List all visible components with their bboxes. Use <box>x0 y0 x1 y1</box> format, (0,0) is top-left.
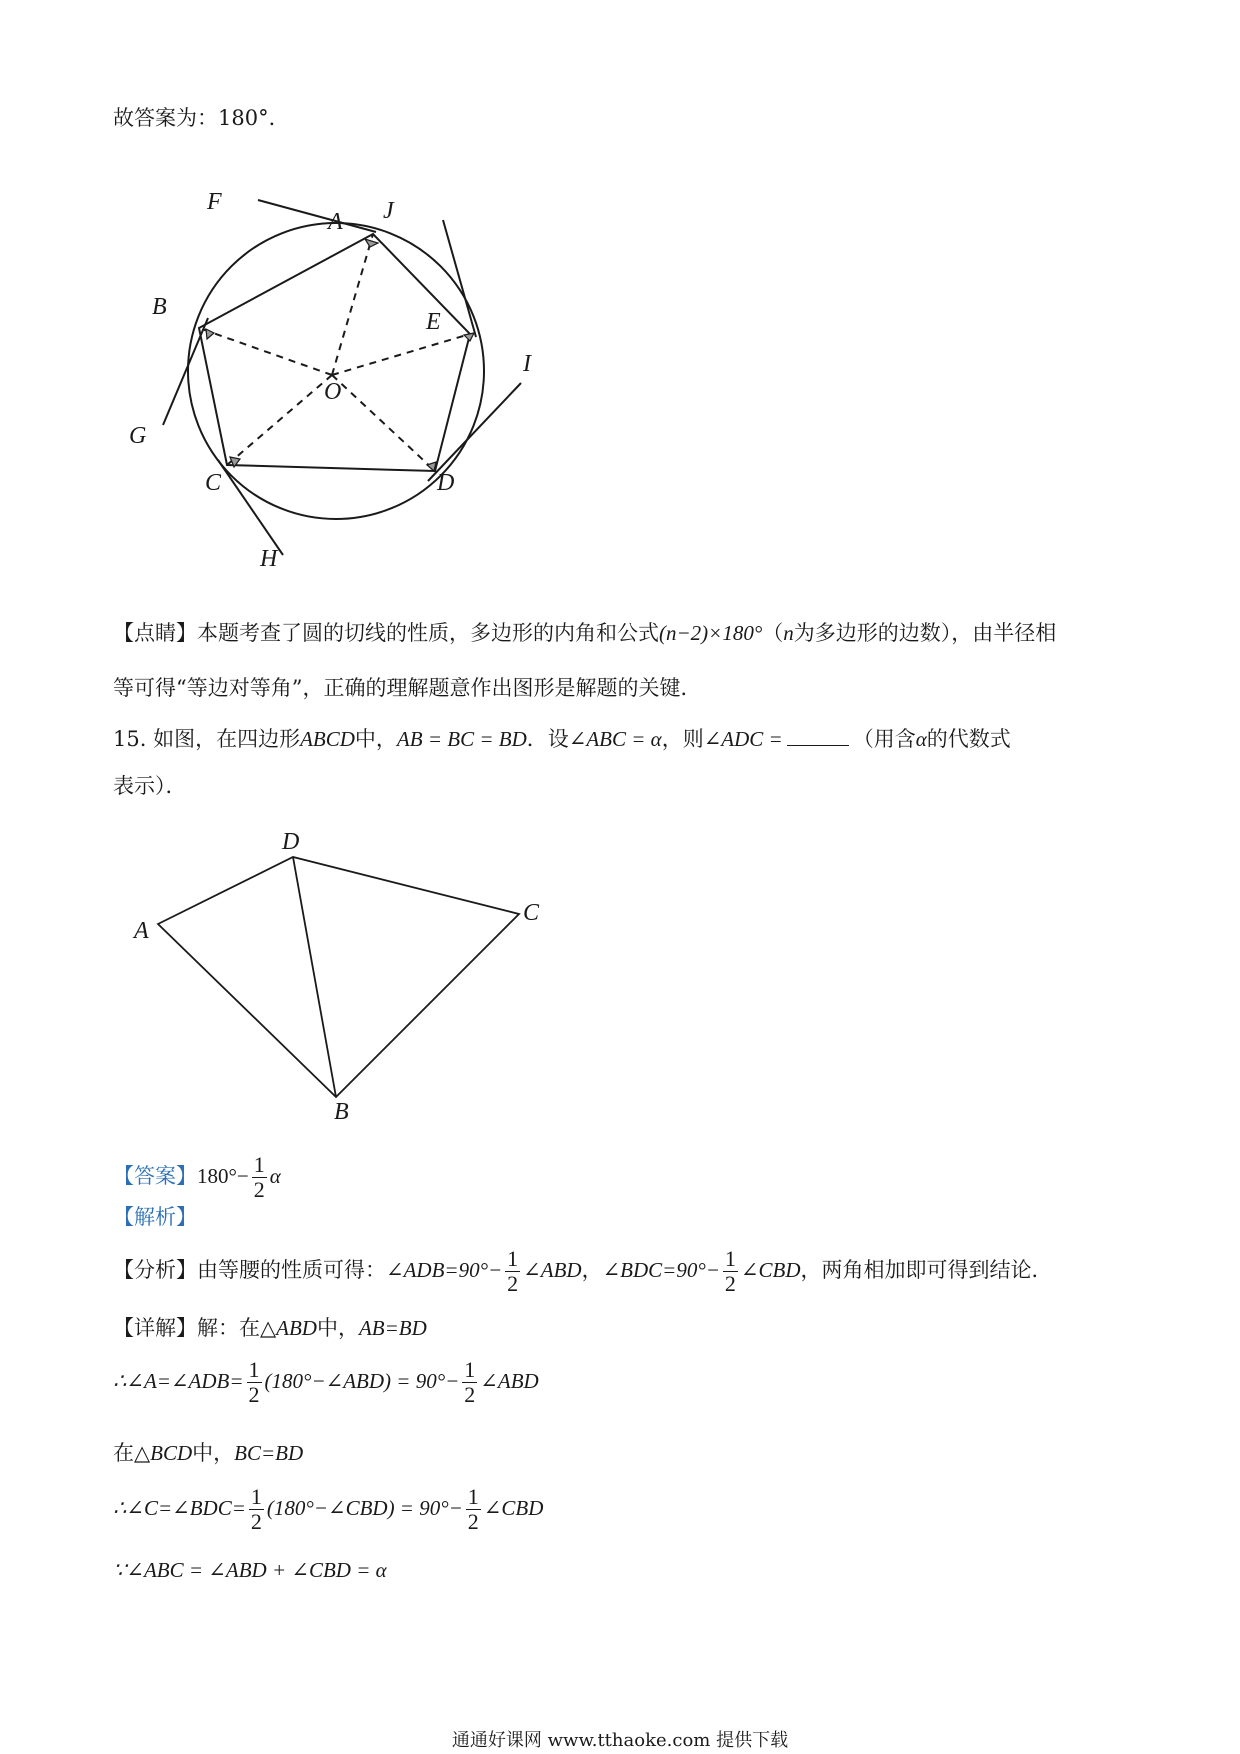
previous-answer: 故答案为：180°． <box>113 106 290 130</box>
tangent-af <box>258 200 376 232</box>
answer-line: 【答案】180°− $\frac{1}{2}$ α <box>113 1152 281 1202</box>
fraction: $\frac{1}{2}$ <box>248 1357 260 1407</box>
step-3: ∴∠C=∠BDC= $\frac{1}{2}$ (180°−∠CBD) = 90°− $\frac{1}{2}$ ∠CBD <box>113 1484 544 1534</box>
step-1: ∴∠A=∠ADB= $\frac{1}{2}$ (180°−∠ABD) = 90°− $\frac{1}{2}$ ∠ABD <box>113 1357 539 1407</box>
fenxi-line: 【分析】由等腰的性质可得：∠ADB=90°− $\frac{1}{2}$ ∠ABD，∠BDC=90°− $\frac{1}{2}$ ∠CBD，两角相加即可得到结论． <box>113 1246 1053 1296</box>
label-h: H <box>260 546 278 572</box>
dianjing-line2: 等可得“等边对等角”，正确的理解题意作出图形是解题的关键． <box>113 676 702 700</box>
fraction: $\frac{1}{2}$ <box>507 1246 519 1296</box>
answer-blank <box>787 725 849 746</box>
radius-oa <box>332 234 373 375</box>
figure-quadrilateral <box>120 825 560 1125</box>
pentagon-abcde <box>199 234 470 471</box>
quad-abcd <box>158 857 519 1097</box>
radius-ob <box>199 328 332 375</box>
radius-oc <box>227 375 332 465</box>
tangent-bg <box>163 318 208 425</box>
label-d: D <box>437 470 455 496</box>
label-f: F <box>207 189 222 215</box>
fraction: $\frac{1}{2}$ <box>253 1152 265 1202</box>
tangent-ej <box>443 220 476 337</box>
step-2: 在△BCD中，BC=BD <box>113 1441 304 1465</box>
radius-oe <box>332 334 470 375</box>
label-j: J <box>383 198 394 224</box>
fraction: $\frac{1}{2}$ <box>724 1246 736 1296</box>
label-g: G <box>129 423 147 449</box>
label-e: E <box>426 309 441 335</box>
label-c: C <box>523 900 540 926</box>
jiexi-line: 【解析】 <box>113 1205 197 1229</box>
problem-15-line2: 表示）． <box>113 774 187 798</box>
label-o: O <box>324 379 342 405</box>
page-footer: 通通好课网 www.tthaoke.com 提供下载 <box>451 1730 789 1751</box>
angle-mark-b <box>206 329 214 339</box>
radius-od <box>332 375 435 471</box>
fraction: $\frac{1}{2}$ <box>250 1484 262 1534</box>
fraction: $\frac{1}{2}$ <box>467 1484 479 1534</box>
label-c: C <box>205 470 222 496</box>
tangent-ch <box>218 460 283 555</box>
label-a: A <box>134 918 149 944</box>
dianjing-line1: 【点睛】本题考查了圆的切线的性质，多边形的内角和公式(n−2)×180°（n为多边形的边数），由半径相 <box>113 621 1057 645</box>
angle-mark-a <box>365 239 378 247</box>
label-b: B <box>334 1099 349 1125</box>
problem-15-line1: 15. 如图，在四边形ABCD中，AB = BC = BD．设∠ABC = α，则∠ADC = （用含α的代数式 <box>113 727 1011 751</box>
label-d: D <box>282 829 300 855</box>
label-b: B <box>152 294 167 320</box>
fraction: $\frac{1}{2}$ <box>464 1357 476 1407</box>
label-a: A <box>328 209 343 235</box>
xiangjie-line: 【详解】解：在△ABD中，AB=BD <box>113 1316 427 1340</box>
figure-circle-pentagon <box>110 175 560 585</box>
step-4: ∵∠ABC = ∠ABD + ∠CBD = α <box>113 1558 387 1582</box>
angle-mark-d <box>427 462 436 471</box>
angle-mark-e <box>464 333 474 341</box>
tangent-di <box>428 383 521 481</box>
label-i: I <box>523 351 531 377</box>
